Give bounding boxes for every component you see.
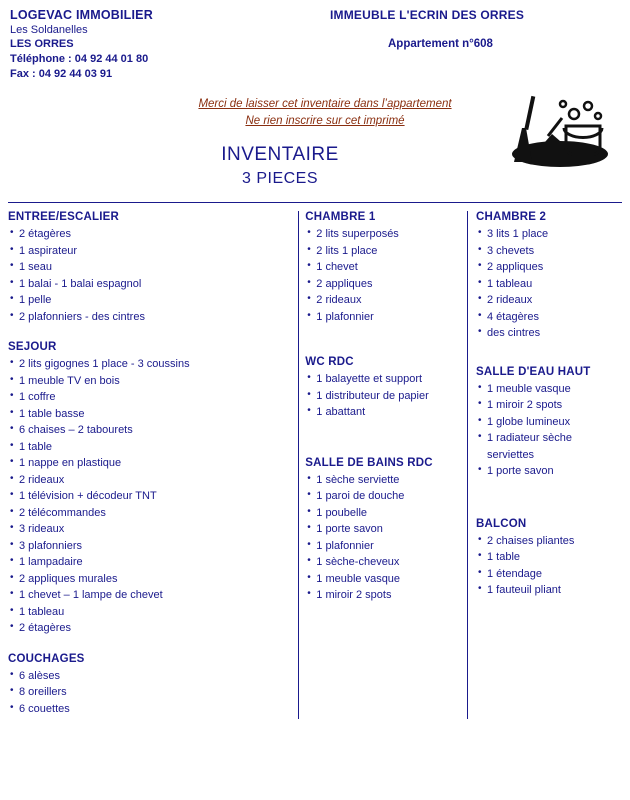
- section-chambre-2: [476, 211, 622, 342]
- section-entree-escalier: [8, 211, 290, 325]
- section-title: CHAMBRE 1: [305, 211, 376, 223]
- list-item: • 1 aspirateur: [8, 243, 290, 260]
- list-item: • 1 coffre: [8, 389, 290, 406]
- list-item: • 1 nappe en plastique: [8, 455, 290, 472]
- column-left: [8, 211, 298, 719]
- list-item: • 2 rideaux: [8, 472, 290, 489]
- list-item: • 1 poubelle: [305, 505, 467, 522]
- list-item: • 2 lits superposés: [305, 226, 467, 243]
- section-item-list: [305, 371, 467, 421]
- section-salle-d-eau-haut: [476, 366, 622, 480]
- list-item: • 3 lits 1 place: [476, 226, 622, 243]
- list-item: • 1 meuble vasque: [305, 571, 467, 588]
- section-title: COUCHAGES: [8, 652, 85, 665]
- list-item: • 3 rideaux: [8, 521, 290, 538]
- list-item: • 1 fauteuil pliant: [476, 582, 622, 599]
- list-item: • 1 sèche serviette: [305, 472, 467, 489]
- list-item: • 2 chaises pliantes: [476, 533, 622, 550]
- notice-line-2: Ne rien inscrire sur cet imprimé: [245, 115, 405, 127]
- list-item: • 4 étagères: [476, 309, 622, 326]
- page-subtitle: 3 PIECES: [241, 170, 319, 187]
- agency-phone: Téléphone : 04 92 44 01 80: [10, 53, 149, 65]
- list-item: • 2 plafonniers - des cintres: [8, 309, 290, 326]
- list-item: • 1 miroir 2 spots: [305, 587, 467, 604]
- section-chambre-1: [305, 211, 467, 325]
- list-item: • 1 chevet: [305, 259, 467, 276]
- list-item: • 1 lampadaire: [8, 554, 290, 571]
- section-title: ENTREE/ESCALIER: [8, 211, 119, 223]
- list-item: • 1 radiateur sèche serviettes: [476, 430, 622, 463]
- section-title: SEJOUR: [8, 341, 57, 353]
- section-title: SALLE D'EAU HAUT: [475, 365, 591, 378]
- section-title: CHAMBRE 2: [475, 211, 547, 223]
- list-item: • 1 tableau: [476, 276, 622, 293]
- list-item: • 1 plafonnier: [305, 309, 467, 326]
- section-item-list: [476, 226, 622, 342]
- agency-fax: Fax : 04 92 44 03 91: [10, 68, 113, 80]
- list-item: • 2 appliques murales: [8, 571, 290, 588]
- building-name: IMMEUBLE L'ECRIN DES ORRES: [330, 8, 525, 22]
- column-middle: [298, 211, 467, 719]
- list-item: • 2 appliques: [476, 259, 622, 276]
- list-item: • 1 pelle: [8, 292, 290, 309]
- section-item-list: [476, 381, 622, 480]
- section-title: WC RDC: [305, 356, 354, 368]
- list-item: • 1 balai - 1 balai espagnol: [8, 276, 290, 293]
- list-item: • 1 porte savon: [305, 521, 467, 538]
- list-item: • 2 étagères: [8, 226, 290, 243]
- list-item: • 1 tableau: [8, 604, 290, 621]
- list-item: • 2 rideaux: [305, 292, 467, 309]
- list-item: • 1 distributeur de papier: [305, 388, 467, 405]
- list-item: • 1 miroir 2 spots: [476, 397, 622, 414]
- section-item-list: [8, 226, 290, 325]
- cleaning-bucket-broom-icon: [502, 92, 612, 170]
- section-item-list: [305, 472, 467, 604]
- header-divider: [8, 202, 622, 203]
- section-item-list: [8, 668, 290, 718]
- list-item: • 2 télécommandes: [8, 505, 290, 522]
- list-item: • 1 télévision + décodeur TNT: [8, 488, 290, 505]
- list-item: • 2 lits gigognes 1 place - 3 coussins: [8, 356, 290, 373]
- list-item: • 1 porte savon: [476, 463, 622, 480]
- list-item: • 1 sèche-cheveux: [305, 554, 467, 571]
- agency-address-line-1: Les Soldanelles: [10, 24, 88, 36]
- section-wc-rdc: [305, 356, 467, 421]
- notice-line-1: Merci de laisser cet inventaire dans l’appartement: [198, 98, 452, 110]
- list-item: • 1 balayette et support: [305, 371, 467, 388]
- list-item: • 1 table: [476, 549, 622, 566]
- section-title: SALLE DE BAINS RDC: [305, 456, 433, 469]
- list-item: • 2 lits 1 place: [305, 243, 467, 260]
- list-item: • des cintres: [476, 325, 622, 342]
- list-item: • 2 appliques: [305, 276, 467, 293]
- list-item: • 6 alèses: [8, 668, 290, 685]
- list-item: • 1 seau: [8, 259, 290, 276]
- section-sejour: [8, 341, 290, 637]
- agency-name: LOGEVAC IMMOBILIER: [10, 8, 153, 22]
- list-item: • 2 rideaux: [476, 292, 622, 309]
- list-item: • 8 oreillers: [8, 684, 290, 701]
- list-item: • 1 chevet – 1 lampe de chevet: [8, 587, 290, 604]
- list-item: • 1 abattant: [305, 404, 467, 421]
- list-item: • 1 table: [8, 439, 290, 456]
- section-balcon: [476, 518, 622, 599]
- column-right: [467, 211, 622, 719]
- page-title: INVENTAIRE: [221, 144, 339, 165]
- inventory-columns: [0, 211, 630, 719]
- list-item: • 1 étendage: [476, 566, 622, 583]
- list-item: • 1 plafonnier: [305, 538, 467, 555]
- list-item: • 3 chevets: [476, 243, 622, 260]
- section-couchages: [8, 653, 290, 718]
- agency-address-line-2: LES ORRES: [10, 38, 74, 50]
- list-item: • 6 couettes: [8, 701, 290, 718]
- section-title: BALCON: [475, 517, 527, 530]
- list-item: • 6 chaises – 2 tabourets: [8, 422, 290, 439]
- section-item-list: [476, 533, 622, 599]
- list-item: • 1 globe lumineux: [476, 414, 622, 431]
- section-item-list: [305, 226, 467, 325]
- list-item: • 1 table basse: [8, 406, 290, 423]
- list-item: • 2 étagères: [8, 620, 290, 637]
- document-header: [0, 0, 630, 90]
- list-item: • 3 plafonniers: [8, 538, 290, 555]
- list-item: • 1 meuble vasque: [476, 381, 622, 398]
- section-salle-de-bains-rdc: [305, 457, 467, 604]
- apartment-number: Appartement n°608: [388, 38, 493, 50]
- section-item-list: [8, 356, 290, 637]
- list-item: • 1 paroi de douche: [305, 488, 467, 505]
- list-item: • 1 meuble TV en bois: [8, 373, 290, 390]
